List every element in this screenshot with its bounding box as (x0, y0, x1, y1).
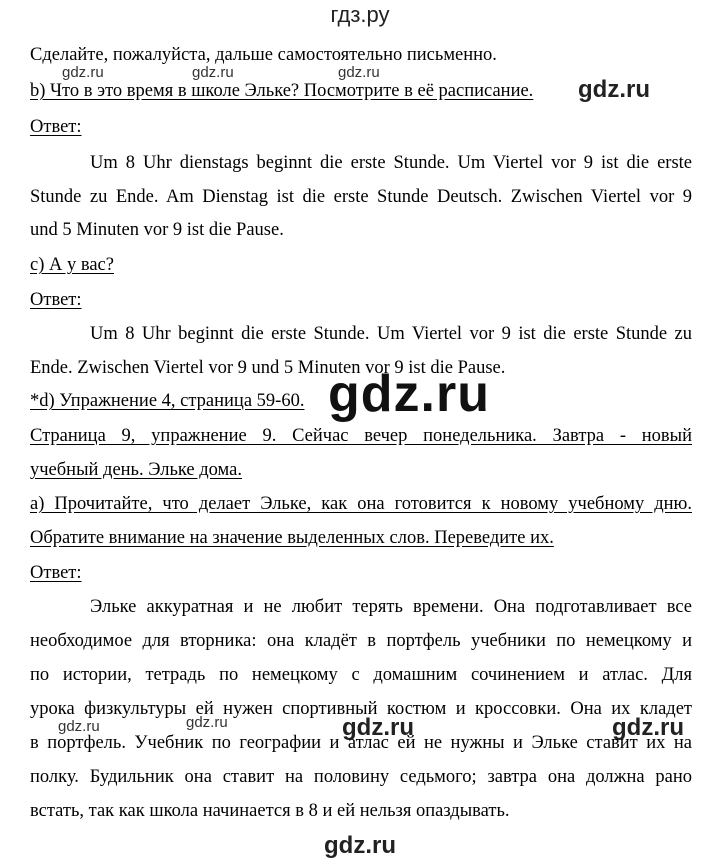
task-a-heading: Обратите внимание на значение выделенных слов. Переведите их. (30, 528, 554, 548)
answer-label: Ответ: (30, 117, 82, 137)
task-b-heading: b) Что в это время в школе Эльке? Посмотрите в её расписание. (30, 81, 534, 101)
answer-label: Ответ: (30, 563, 82, 583)
text-line: полку. Будильник она ставит на половину седьмого; завтра она должна рано (30, 767, 692, 787)
watermark: gdz.ru (342, 714, 414, 741)
answer-label: Ответ: (30, 290, 82, 310)
watermark: gdz.ru (612, 714, 684, 741)
watermark: gdz.ru (338, 64, 380, 81)
text-line: Um 8 Uhr beginnt die erste Stunde. Um Viertel vor 9 ist die erste Stunde zu (90, 324, 692, 344)
text-line: встать, так как школа начинается в 8 и ей нельзя опаздывать. (30, 801, 510, 821)
watermark: gdz.ru (578, 76, 650, 103)
text-line: урока физкультуры ей нужен спортивный костюм и кроссовки. Она их кладет (30, 699, 692, 719)
watermark: gdz.ru (192, 64, 234, 81)
page-header: гдз.ру (330, 2, 390, 27)
task-a-heading: а) Прочитайте, что делает Эльке, как она готовится к новому учебному дню. (30, 494, 692, 514)
exercise-heading: Страница 9, упражнение 9. Сейчас вечер понедельника. Завтра - новый (30, 426, 692, 446)
watermark: gdz.ru (186, 714, 228, 731)
watermark: gdz.ru (58, 718, 100, 735)
page-footer: gdz.ru (324, 832, 396, 859)
text-line: und 5 Minuten vor 9 ist die Pause. (30, 220, 284, 240)
watermark: gdz.ru (62, 64, 104, 81)
text-line: Stunde zu Ende. Am Dienstag ist die erste Stunde Deutsch. Zwischen Viertel vor 9 (30, 187, 692, 207)
text-line: Сделайте, пожалуйста, дальше самостоятельно письменно. (30, 45, 497, 65)
text-line: Эльке аккуратная и не любит терять времени. Она подготавливает все (90, 597, 692, 617)
watermark-large: gdz.ru (328, 365, 490, 423)
text-line: Um 8 Uhr dienstags beginnt die erste Stunde. Um Viertel vor 9 ist die erste (90, 153, 692, 173)
text-line: Ende. Zwischen Viertel vor 9 und 5 Minuten vor 9 ist die Pause. (30, 358, 506, 378)
text-line: в портфель. Учебник по географии и атлас ей не нужны и Эльке ставит их на (30, 733, 692, 753)
text-line: необходимое для вторника: она кладёт в портфель учебники по немецкому и (30, 631, 692, 651)
task-c-heading: c) А у вас? (30, 255, 114, 275)
text-line: по истории, тетрадь по немецкому с домашним сочинением и атлас. Для (30, 665, 692, 685)
exercise-heading: учебный день. Эльке дома. (30, 460, 242, 480)
task-d-heading: *d) Упражнение 4, страница 59-60. (30, 391, 305, 411)
